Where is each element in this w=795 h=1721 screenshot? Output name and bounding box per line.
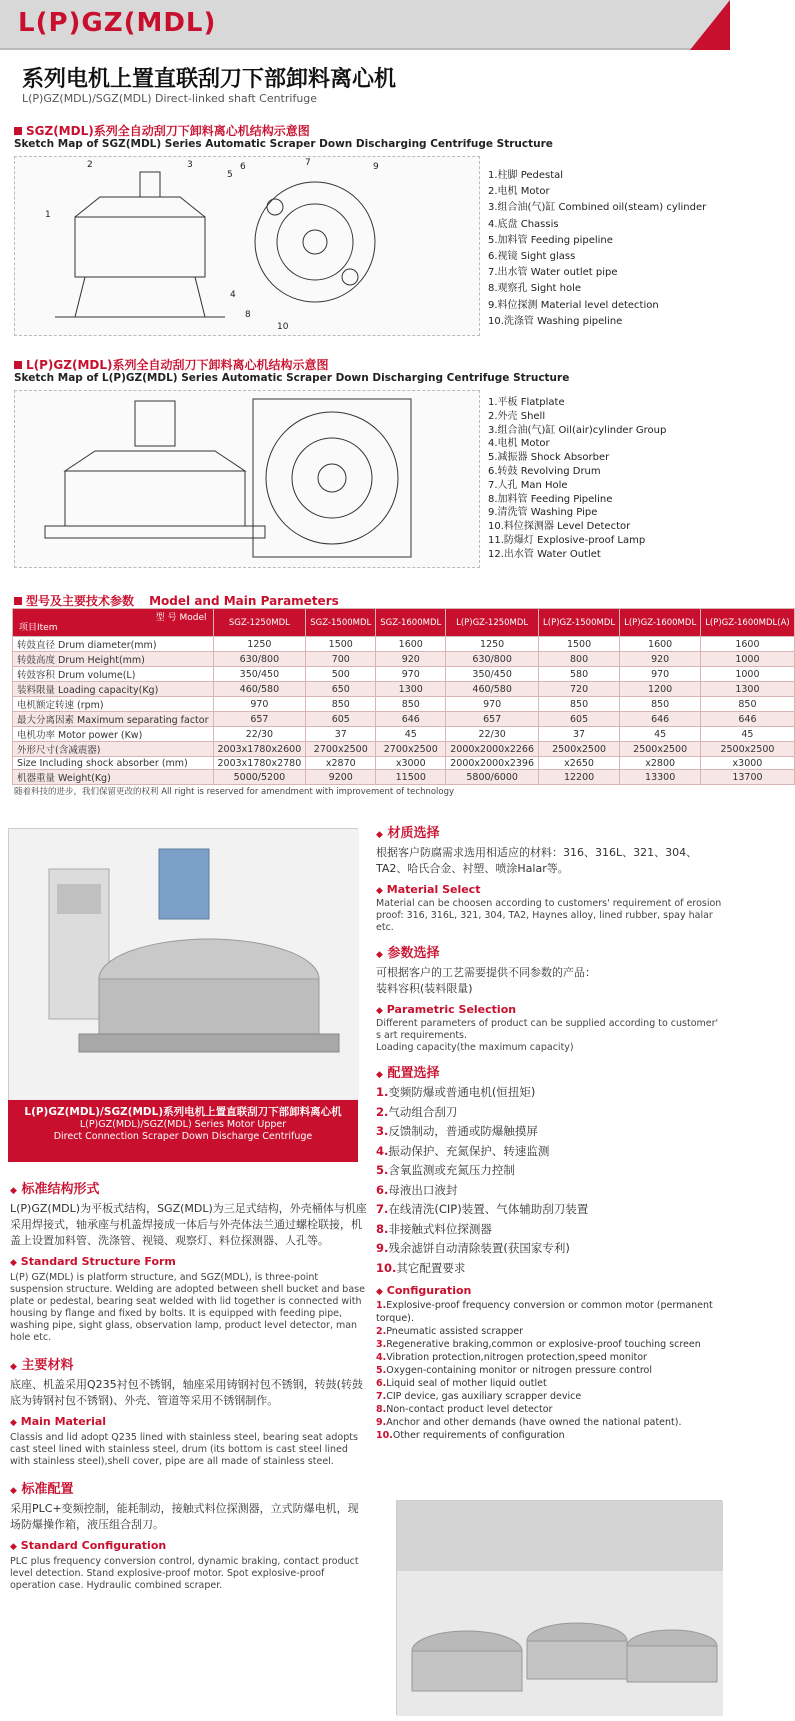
legend-item: 8.观察孔 Sight hole: [488, 283, 582, 295]
param-choice-text-cn-1: 可根据客户的工艺需要提供不同参数的产品：: [376, 966, 596, 979]
std-structure-heading-en: ◆ Standard Structure Form: [10, 1255, 176, 1268]
table-cell: 700: [306, 652, 376, 667]
sgz-top-hub-circle: [303, 230, 327, 254]
params-table-body: [13, 637, 795, 785]
callout-10: 10: [277, 322, 289, 332]
param-choice-text-en-1: Different parameters of product can be supplied according to customer' s art requirements.: [376, 1018, 719, 1041]
row-label-cell: 电机功率 Motor power (Kw): [13, 727, 214, 742]
config-item-en: 9.Anchor and other demands (have owned the national patent).: [376, 1417, 682, 1428]
model-header: L(P)GZ-1600MDL: [620, 609, 701, 637]
legend-item: 5.加料管 Feeding pipeline: [488, 234, 613, 246]
model-header: L(P)GZ-1600MDL(A): [701, 609, 795, 637]
legend-item: 7.出水管 Water outlet pipe: [488, 267, 618, 279]
model-header: SGZ-1600MDL: [376, 609, 446, 637]
model-header: L(P)GZ-1500MDL: [539, 609, 620, 637]
model-header: SGZ-1250MDL: [213, 609, 306, 637]
config-heading-en: ◆ Configuration: [376, 1284, 472, 1297]
left-column: [10, 1178, 368, 1592]
config-item-cn: 7.在线清洗(CIP)装置、气体辅助刮刀装置: [376, 1202, 589, 1216]
main-material-heading: ◆ 主要材料: [10, 1358, 74, 1373]
centrifuge-photo-illustration: [9, 829, 359, 1099]
callout-2: 2: [87, 160, 93, 170]
table-cell: 45: [620, 727, 701, 742]
sketch2-legend: [488, 396, 728, 562]
header-corner-decoration: [690, 0, 730, 50]
table-cell: 5000/5200: [213, 770, 306, 785]
std-structure-heading: ◆ 标准结构形式: [10, 1182, 100, 1197]
sgz-leg-right: [195, 277, 205, 317]
table-cell: 920: [376, 652, 446, 667]
table-cell: x2650: [539, 757, 620, 770]
legend-item: 2.电机 Motor: [488, 186, 550, 198]
table-cell: x3000: [376, 757, 446, 770]
legend-item: 3.组合油(气)缸 Combined oil(steam) cylinder: [488, 202, 707, 214]
params-table: [12, 608, 795, 785]
legend-item: 7.人孔 Man Hole: [488, 479, 568, 491]
table-cell: 970: [376, 667, 446, 682]
params-header-row: [13, 609, 795, 637]
table-cell: 646: [620, 712, 701, 727]
page-subtitle: L(P)GZ(MDL)/SGZ(MDL) Direct-linked shaft Centrifuge: [22, 92, 318, 105]
table-cell: 1300: [701, 682, 795, 697]
config-item-cn: 10.其它配置要求: [376, 1260, 466, 1275]
config-item-en: 7.CIP device, gas auxiliary scrapper device: [376, 1391, 582, 1402]
sgz-top-outer-circle: [255, 182, 375, 302]
row-label-cell: 最大分离因素 Maximum separating factor: [13, 712, 214, 727]
row-label-cell: 转鼓直径 Drum diameter(mm): [13, 637, 214, 652]
sketch2-diagram: [14, 390, 480, 568]
table-cell: 22/30: [213, 727, 306, 742]
table-cell: 9200: [306, 770, 376, 785]
config-item-cn: 6.母液出口液封: [376, 1182, 458, 1197]
params-table-wrap: [12, 608, 795, 785]
lpgz-flatplate-shape: [45, 526, 265, 538]
table-cell: 605: [539, 712, 620, 727]
table-cell: 1000: [701, 667, 795, 682]
table-cell: 5800/6000: [446, 770, 539, 785]
caption-en-1: L(P)GZ(MDL)/SGZ(MDL) Series Motor Upper: [79, 1119, 287, 1130]
config-item-en: 1.Explosive-proof frequency conversion or common motor (permanent torque).: [376, 1300, 713, 1324]
table-cell: 1600: [701, 637, 795, 652]
sketch2-title-cn: L(P)GZ(MDL)系列全自动刮刀下卸料离心机结构示意图: [14, 356, 328, 373]
params-heading: 型号及主要技术参数 Model and Main Parameters: [14, 590, 339, 609]
legend-item: 10.料位探测器 Level Detector: [488, 521, 631, 533]
table-cell: 500: [306, 667, 376, 682]
config-item-en: 8.Non-contact product level detector: [376, 1404, 553, 1415]
sketch1-legend: [488, 168, 728, 330]
table-cell: 13300: [620, 770, 701, 785]
config-item-cn: 9.残余滤饼自动清除装置(获国家专利): [376, 1241, 570, 1255]
std-structure-text-en: L(P) GZ(MDL) is platform structure, and SGZ(MDL), is three-point suspension structure. Welding are adopted between shell bucket and base plate or pedestal, bearing seat welded with lid together is connected with housing by flange and fixed by bolts. It is equipped with feeding pipe, washing pipe, sight glass, observation lamp, product level detector, man hole etc.: [10, 1272, 365, 1343]
config-list-cn: [376, 1083, 726, 1278]
main-material-text-cn: 底座、机盖采用Q235衬包不锈钢，轴座采用铸钢衬包不锈钢，转鼓(转鼓底为铸钢衬包不锈钢)、外壳、管道等采用不锈钢制作。: [10, 1378, 363, 1407]
caption-cn: L(P)GZ(MDL)/SGZ(MDL)系列电机上置直联刮刀下部卸料离心机: [24, 1106, 342, 1118]
sketch2-title-en: Sketch Map of L(P)GZ(MDL) Series Automatic Scraper Down Discharging Centrifuge Structure: [14, 372, 570, 384]
brand-title: L(P)GZ(MDL): [18, 8, 217, 38]
table-cell: 1250: [213, 637, 306, 652]
table-cell: 630/800: [446, 652, 539, 667]
table-cell: 646: [701, 712, 795, 727]
lpgz-top-outer-circle: [266, 412, 398, 544]
config-item-cn: 2.气动组合刮刀: [376, 1104, 458, 1119]
table-cell: 22/30: [446, 727, 539, 742]
table-cell: 720: [539, 682, 620, 697]
legend-item: 10.洗涤管 Washing pipeline: [488, 315, 623, 327]
legend-item: 9.料位探测 Material level detection: [488, 299, 659, 311]
table-row: [13, 652, 795, 667]
config-item-en: 10.Other requirements of configuration: [376, 1430, 565, 1441]
lpgz-top-hub-circle: [318, 464, 346, 492]
table-cell: 12200: [539, 770, 620, 785]
table-cell: 920: [620, 652, 701, 667]
table-cell: 850: [701, 697, 795, 712]
table-cell: 2700x2500: [376, 742, 446, 757]
product-photo-caption: [8, 1100, 358, 1162]
table-cell: 2500x2500: [620, 742, 701, 757]
table-row: [13, 742, 795, 757]
lpgz-top-inner-circle: [292, 438, 372, 518]
lpgz-motor-shape: [135, 401, 175, 446]
table-cell: 2000x2000x2396: [446, 757, 539, 770]
legend-item: 3.组合油(气)缸 Oil(air)cylinder Group: [488, 424, 667, 436]
table-row: [13, 770, 795, 785]
table-cell: 2000x2000x2266: [446, 742, 539, 757]
std-config-text-cn: 采用PLC+变频控制，能耗制动，接触式料位探测器，立式防爆电机，现场防爆操作箱，液压组合刮刀。: [10, 1502, 359, 1531]
table-cell: 45: [376, 727, 446, 742]
legend-item: 8.加料管 Feeding Pipeline: [488, 493, 613, 505]
table-row: [13, 727, 795, 742]
legend-item: 6.转鼓 Revolving Drum: [488, 465, 601, 477]
material-choice-text-en: Material can be choosen according to customers' requirement of erosion proof: 316, 316L, 321, 304, TA2, Haynes alloy, lined rubber, spay halar etc.: [376, 898, 722, 933]
table-cell: 970: [620, 667, 701, 682]
table-cell: 460/580: [446, 682, 539, 697]
material-choice-text-cn: 根据客户防腐需求选用相适应的材料：316、316L、321、304、TA2、哈氏合金、衬塑、喷涂Halar等。: [376, 846, 698, 875]
table-cell: 1600: [620, 637, 701, 652]
sgz-feed-pipe-circle: [342, 269, 358, 285]
param-choice-text-en-2: Loading capacity(the maximum capacity): [376, 1042, 574, 1053]
param-choice-heading: ◆ 参数选择: [376, 946, 440, 961]
std-config-text-en: PLC plus frequency conversion control, dynamic braking, contact product level detection. Stand explosive-proof motor. Spot explosive-proof operation case. Hydraulic combined scraper.: [10, 1556, 359, 1591]
table-row: [13, 757, 795, 770]
row-label-cell: Size Including shock absorber (mm): [13, 757, 214, 770]
table-cell: 970: [446, 697, 539, 712]
callout-5: 5: [227, 170, 233, 180]
config-item-cn: 5.含氧监测或充氮压力控制: [376, 1163, 515, 1177]
std-structure-text-cn: L(P)GZ(MDL)为平板式结构，SGZ(MDL)为三足式结构，外壳桶体与机座采用焊接式，轴承座与机盖焊接成一体后与外壳体法兰通过螺栓联接，机盖上设置加料管、洗涤管、视镜、观察灯、料位探测器、人孔等。: [10, 1202, 367, 1247]
table-cell: 650: [306, 682, 376, 697]
table-row: [13, 682, 795, 697]
model-header: L(P)GZ-1250MDL: [446, 609, 539, 637]
table-cell: 850: [620, 697, 701, 712]
table-cell: 1000: [701, 652, 795, 667]
table-cell: 630/800: [213, 652, 306, 667]
table-cell: x2800: [620, 757, 701, 770]
legend-item: 4.底盘 Chassis: [488, 218, 559, 230]
sgz-sight-hole-circle: [267, 199, 283, 215]
params-note: 随着科技的进步，我们保留更改的权利 All right is reserved for amendment with improvement of technology: [14, 787, 455, 797]
sgz-leg-left: [75, 277, 85, 317]
table-cell: 2500x2500: [701, 742, 795, 757]
std-config-heading-en: ◆ Standard Configuration: [10, 1539, 167, 1552]
legend-item: 6.视镜 Sight glass: [488, 251, 576, 263]
table-cell: 657: [446, 712, 539, 727]
legend-item: 4.电机 Motor: [488, 438, 550, 450]
table-cell: 2003x1780x2780: [213, 757, 306, 770]
row-label-cell: 机器重量 Weight(Kg): [13, 770, 214, 785]
main-material-text-en: Classis and lid adopt Q235 lined with stainless steel, bearing seat adopts cast steel lined with stainless steel, drum (its bottom is cast steel lined with stainless steel),shell cover, pipe are all made of stainless steel.: [10, 1432, 358, 1467]
material-choice-heading: ◆ 材质选择: [376, 826, 440, 841]
table-cell: 646: [376, 712, 446, 727]
row-label-cell: 转鼓容积 Drum volume(L): [13, 667, 214, 682]
table-cell: 2700x2500: [306, 742, 376, 757]
config-item-en: 5.Oxygen-containing monitor or nitrogen pressure control: [376, 1365, 652, 1376]
params-corner-cell: 型 号 Model 项目Item: [13, 609, 214, 637]
table-cell: 605: [306, 712, 376, 727]
sgz-lid-shape: [75, 197, 205, 217]
callout-9: 9: [373, 162, 379, 172]
factory-photo: [396, 1500, 722, 1715]
callout-3: 3: [187, 160, 193, 170]
table-row: [13, 637, 795, 652]
std-config-heading: ◆ 标准配置: [10, 1482, 74, 1497]
main-material-heading-en: ◆ Main Material: [10, 1415, 107, 1428]
page-title: 系列电机上置直联刮刀下部卸料离心机: [22, 67, 397, 92]
config-choice-heading: ◆ 配置选择: [376, 1066, 440, 1081]
table-cell: 350/450: [213, 667, 306, 682]
table-cell: 580: [539, 667, 620, 682]
config-item-en: 3.Regenerative braking,common or explosive-proof touching screen: [376, 1339, 701, 1350]
config-item-en: 2.Pneumatic assisted scrapper: [376, 1326, 524, 1337]
table-cell: 37: [539, 727, 620, 742]
param-choice-text-cn-2: 装料容积(装料限量): [376, 982, 473, 995]
callout-8: 8: [245, 310, 251, 320]
legend-item: 5.减振器 Shock Absorber: [488, 452, 610, 464]
right-column: [376, 822, 726, 1442]
table-cell: 970: [213, 697, 306, 712]
factory-photo-illustration: [397, 1501, 723, 1716]
config-item-cn: 4.振动保护、充氮保护、转速监测: [376, 1143, 550, 1158]
lpgz-body-shape: [65, 471, 245, 526]
table-cell: 460/580: [213, 682, 306, 697]
header-bar: [0, 0, 730, 50]
table-cell: 350/450: [446, 667, 539, 682]
legend-item: 2.外壳 Shell: [488, 410, 546, 422]
table-cell: 850: [376, 697, 446, 712]
table-cell: 657: [213, 712, 306, 727]
table-cell: 1600: [376, 637, 446, 652]
table-row: [13, 697, 795, 712]
bullet-square-icon: [14, 361, 22, 369]
sgz-motor-shape: [140, 172, 160, 197]
config-item-en: 6.Liquid seal of mother liquid outlet: [376, 1378, 547, 1389]
config-item-en: 4.Vibration protection,nitrogen protection,speed monitor: [376, 1352, 647, 1363]
table-cell: 11500: [376, 770, 446, 785]
sketch1-diagram: [14, 156, 480, 336]
legend-item: 12.出水管 Water Outlet: [488, 548, 601, 560]
callout-4: 4: [230, 290, 236, 300]
bullet-square-icon: [14, 127, 22, 135]
callout-1: 1: [45, 210, 51, 220]
row-label-cell: 装料限量 Loading capacity(Kg): [13, 682, 214, 697]
table-row: [13, 667, 795, 682]
table-cell: x2870: [306, 757, 376, 770]
table-cell: x3000: [701, 757, 795, 770]
material-choice-heading-en: ◆ Material Select: [376, 883, 481, 896]
table-cell: 1250: [446, 637, 539, 652]
centrifuge-lpgz-drawing: [15, 391, 481, 569]
row-label-cell: 电机额定转速 (rpm): [13, 697, 214, 712]
config-list-en: [376, 1299, 726, 1442]
row-label-cell: 转鼓高度 Drum Height(mm): [13, 652, 214, 667]
callout-6: 6: [240, 162, 246, 172]
config-item-cn: 3.反馈制动，普通或防爆触摸屏: [376, 1124, 538, 1138]
callout-7: 7: [305, 158, 311, 168]
centrifuge-sgz-drawing: [15, 157, 481, 337]
table-cell: 13700: [701, 770, 795, 785]
table-cell: 1500: [306, 637, 376, 652]
caption-en-2: Direct Connection Scraper Down Discharge Centrifuge: [53, 1131, 313, 1142]
legend-item: 1.平板 Flatplate: [488, 397, 565, 408]
sgz-top-inner-circle: [277, 204, 353, 280]
row-label-cell: 外形尺寸(含减震器): [13, 742, 214, 757]
config-item-cn: 8.非接触式料位探测器: [376, 1221, 492, 1236]
legend-item: 1.柱脚 Pedestal: [488, 170, 564, 181]
sketch1-title-en: Sketch Map of SGZ(MDL) Series Automatic Scraper Down Discharging Centrifuge Structure: [14, 138, 553, 150]
lpgz-lid-shape: [65, 451, 245, 471]
table-row: [13, 712, 795, 727]
config-item-cn: 1.变频防爆或普通电机(恒扭矩): [376, 1085, 536, 1099]
table-cell: 850: [306, 697, 376, 712]
table-cell: 45: [701, 727, 795, 742]
legend-item: 9.清洗管 Washing Pipe: [488, 507, 598, 519]
table-cell: 1500: [539, 637, 620, 652]
model-header: SGZ-1500MDL: [306, 609, 376, 637]
legend-item: 11.防爆灯 Explosive-proof Lamp: [488, 534, 646, 546]
table-cell: 37: [306, 727, 376, 742]
table-cell: 1300: [376, 682, 446, 697]
sgz-body-shape: [75, 217, 205, 277]
table-cell: 2500x2500: [539, 742, 620, 757]
lpgz-top-frame: [253, 399, 411, 557]
table-cell: 850: [539, 697, 620, 712]
table-cell: 2003x1780x2600: [213, 742, 306, 757]
table-cell: 1200: [620, 682, 701, 697]
bullet-square-icon: [14, 597, 22, 605]
table-cell: 800: [539, 652, 620, 667]
sketch1-title-cn: SGZ(MDL)系列全自动刮刀下卸料离心机结构示意图: [14, 122, 310, 139]
param-choice-heading-en: ◆ Parametric Selection: [376, 1003, 517, 1016]
